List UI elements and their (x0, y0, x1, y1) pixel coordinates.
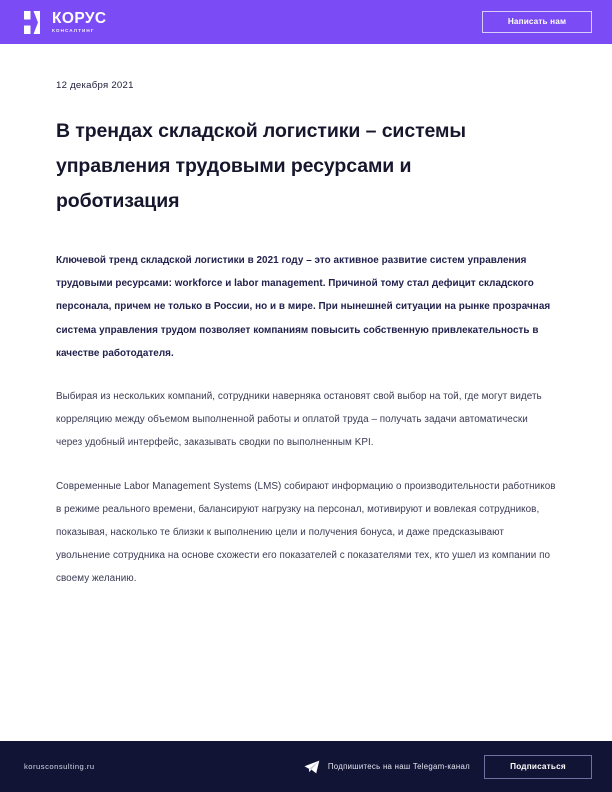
brand-name: КОРУС (52, 9, 107, 27)
korus-logo-icon (24, 11, 45, 34)
site-footer (0, 741, 612, 792)
publish-date: 12 декабря 2021 (56, 80, 134, 91)
lead-paragraph: Ключевой тренд складской логистики в 2021 году – это активное развитие систем управления трудовыми ресурсами: workforce и labor management. Причиной тому стал дефицит складского персонала, причем не только в России, но и в мире. При нынешней ситуации на рынке прозрачная система управления трудом позволяет компаниям повысить собственную привлекательность в качестве работодателя. (56, 255, 551, 359)
article-content (0, 44, 612, 741)
subscribe-button[interactable]: Подписаться (484, 755, 592, 779)
body-paragraph-2: Современные Labor Management Systems (LMS) собирают информацию о производительности работников в режиме реального времени, балансируют нагрузку на персонал, мотивируют и вовлекая сотрудников, показывая, насколько те близки к выполнению цели и получения бонуса, и даже предсказывают увольнение сотрудника на основе схожести его показателей с показателями тех, кто ушел из компании по своему желанию. (56, 480, 556, 585)
body-paragraph-1: Выбирая из нескольких компаний, сотрудники наверняка остановят свой выбор на той, где могут видеть корреляцию между объемом выполненной работы и оплатой труда – получать задачи автоматически через удобный интерфейс, заказывать сводки по выполненным KPI. (56, 391, 542, 449)
footer-site-url[interactable]: korusconsulting.ru (24, 762, 95, 771)
brand-logo[interactable] (24, 11, 107, 34)
page-title: В трендах складской логистики – системы управления трудовыми ресурсами и роботизация (56, 120, 466, 212)
telegram-paper-plane-icon (304, 760, 320, 774)
telegram-cta (95, 760, 484, 774)
brand-wordmark (52, 11, 107, 34)
footer-cta-text: Подпишитесь на наш Telegam-канал (327, 762, 470, 771)
brand-subtitle: КОНСАЛТИНГ (52, 27, 95, 33)
site-header (0, 0, 612, 44)
contact-us-button[interactable]: Написать нам (482, 11, 592, 33)
